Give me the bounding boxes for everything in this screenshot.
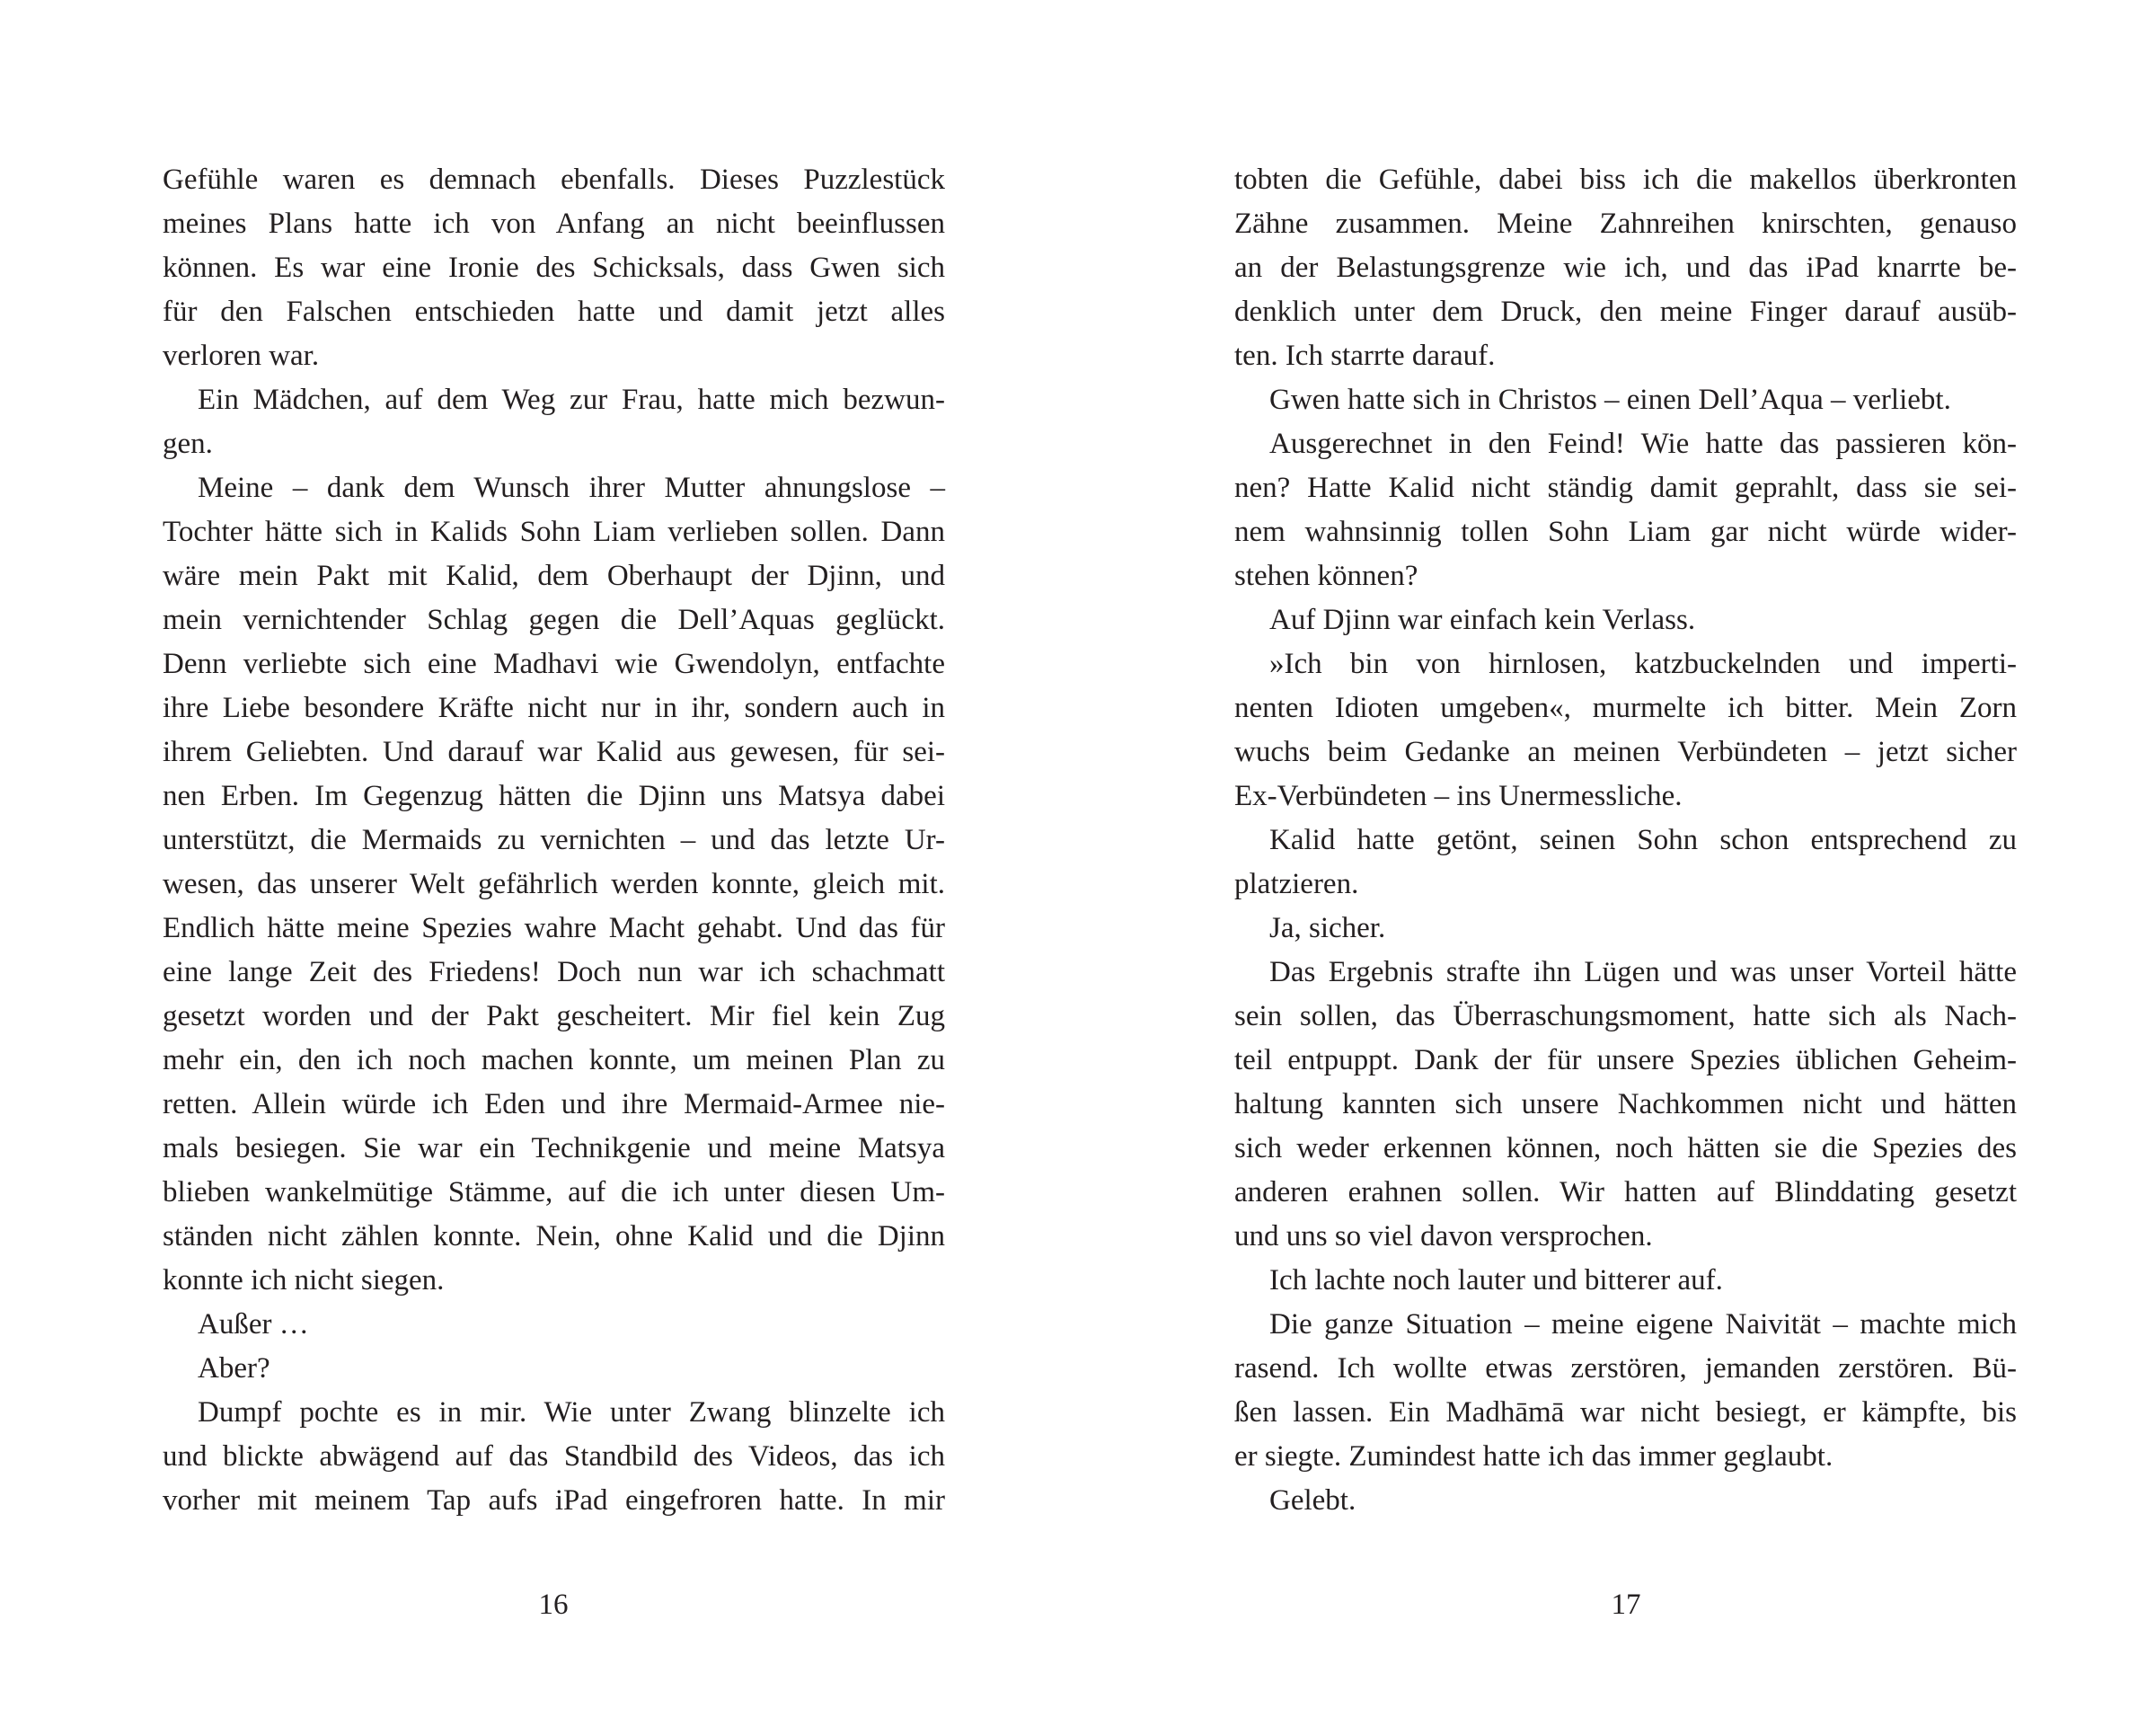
text-line: gen.: [163, 428, 213, 460]
text-line: Meine – dank dem Wunsch ihrer Mutter ahnungslose –: [198, 472, 945, 504]
text-line: ihrem Geliebten. Und darauf war Kalid aus gewesen, für sei-: [163, 736, 945, 768]
text-line: Ex-Verbündeten – ins Unermessliche.: [1234, 780, 1683, 812]
paragraph: [1234, 1303, 2017, 1479]
paragraph: [1234, 907, 2017, 951]
text-line: teil entpuppt. Dank der für unsere Spezies üblichen Geheim-: [1234, 1044, 2017, 1076]
paragraph: [163, 1303, 945, 1347]
text-line: Auf Djinn war einfach kein Verlass.: [1269, 604, 1696, 636]
paragraph: [163, 378, 945, 466]
text-line: und blickte abwägend auf das Standbild des Videos, das ich: [163, 1440, 945, 1473]
text-line: nen Erben. Im Gegenzug hätten die Djinn uns Matsya dabei: [163, 780, 945, 812]
left-page-text: [163, 158, 945, 1523]
text-line: Gelebt.: [1269, 1484, 1356, 1517]
text-line: Dumpf pochte es in mir. Wie unter Zwang blinzelte ich: [198, 1396, 945, 1429]
text-line: nenten Idioten umgeben«, murmelte ich bitter. Mein Zorn: [1234, 692, 2017, 724]
paragraph: [163, 466, 945, 1303]
paragraph: [163, 158, 945, 378]
paragraph: [1234, 378, 2017, 422]
paragraph: [1234, 642, 2017, 819]
text-line: Ausgerechnet in den Feind! Wie hatte das passieren kön-: [1269, 428, 2017, 460]
text-line: er siegte. Zumindest hatte ich das immer geglaubt.: [1234, 1440, 1833, 1473]
text-line: sich weder erkennen können, noch hätten sie die Spezies des: [1234, 1132, 2017, 1164]
text-line: nem wahnsinnig tollen Sohn Liam gar nicht würde wider-: [1234, 516, 2017, 548]
text-line: unterstützt, die Mermaids zu vernichten – und das letzte Ur-: [163, 824, 945, 856]
text-line: eine lange Zeit des Friedens! Doch nun war ich schachmatt: [163, 956, 945, 988]
text-line: Das Ergebnis strafte ihn Lügen und was unser Vorteil hätte: [1269, 956, 2017, 988]
text-line: ihre Liebe besondere Kräfte nicht nur in ihr, sondern auch in: [163, 692, 945, 724]
paragraph: [1234, 422, 2017, 598]
text-line: Ich lachte noch lauter und bitterer auf.: [1269, 1264, 1723, 1297]
text-line: rasend. Ich wollte etwas zerstören, jemanden zerstören. Bü-: [1234, 1352, 2017, 1385]
text-line: nen? Hatte Kalid nicht ständig damit geprahlt, dass sie sei-: [1234, 472, 2017, 504]
paragraph: [163, 1391, 945, 1523]
page-number-left: 16: [538, 1589, 569, 1621]
text-line: »Ich bin von hirnlosen, katzbuckelnden und imperti-: [1269, 648, 2017, 680]
text-line: Aber?: [198, 1352, 270, 1385]
paragraph: [1234, 158, 2017, 378]
text-line: Kalid hatte getönt, seinen Sohn schon entsprechend zu: [1269, 824, 2017, 856]
text-line: verloren war.: [163, 340, 320, 372]
text-line: stehen können?: [1234, 560, 1418, 592]
text-line: ständen nicht zählen konnte. Nein, ohne Kalid und die Djinn: [163, 1220, 945, 1252]
text-line: wäre mein Pakt mit Kalid, dem Oberhaupt der Djinn, und: [163, 560, 945, 592]
text-line: können. Es war eine Ironie des Schicksals, dass Gwen sich: [163, 252, 945, 284]
text-line: wesen, das unserer Welt gefährlich werden konnte, gleich mit.: [163, 868, 945, 900]
text-line: Endlich hätte meine Spezies wahre Macht gehabt. Und das für: [163, 912, 945, 944]
text-line: Die ganze Situation – meine eigene Naivität – machte mich: [1269, 1308, 2017, 1341]
paragraph: [1234, 951, 2017, 1259]
text-line: Außer …: [198, 1308, 309, 1341]
text-line: Ja, sicher.: [1269, 912, 1386, 944]
text-line: gesetzt worden und der Pakt gescheitert. Mir fiel kein Zug: [163, 1000, 945, 1032]
text-line: anderen erahnen sollen. Wir hatten auf Blinddating gesetzt: [1234, 1176, 2017, 1208]
text-line: mals besiegen. Sie war ein Technikgenie und meine Matsya: [163, 1132, 945, 1164]
text-line: blieben wankelmütige Stämme, auf die ich unter diesen Um-: [163, 1176, 945, 1208]
text-line: wuchs beim Gedanke an meinen Verbündeten – jetzt sicher: [1234, 736, 2017, 768]
text-line: ßen lassen. Ein Madhāmā war nicht besiegt, er kämpfte, bis: [1234, 1396, 2017, 1429]
text-line: für den Falschen entschieden hatte und damit jetzt alles: [163, 296, 945, 328]
text-line: Ein Mädchen, auf dem Weg zur Frau, hatte mich bezwun-: [198, 384, 945, 416]
text-line: und uns so viel davon versprochen.: [1234, 1220, 1653, 1252]
page-number-right: 17: [1611, 1589, 1641, 1621]
text-line: mein vernichtender Schlag gegen die Dell’Aquas geglückt.: [163, 604, 945, 636]
text-line: Gefühle waren es demnach ebenfalls. Dieses Puzzlestück: [163, 164, 945, 196]
text-line: platzieren.: [1234, 868, 1359, 900]
paragraph: [1234, 598, 2017, 642]
text-line: meines Plans hatte ich von Anfang an nicht beeinflussen: [163, 208, 945, 240]
text-line: an der Belastungsgrenze wie ich, und das iPad knarrte be-: [1234, 252, 2017, 284]
text-line: konnte ich nicht siegen.: [163, 1264, 445, 1297]
text-line: sein sollen, das Überraschungsmoment, hatte sich als Nach-: [1234, 1000, 2017, 1032]
text-line: retten. Allein würde ich Eden und ihre Mermaid-Armee nie-: [163, 1088, 945, 1120]
right-page-text: [1234, 158, 2017, 1523]
text-line: mehr ein, den ich noch machen konnte, um meinen Plan zu: [163, 1044, 945, 1076]
paragraph: [1234, 819, 2017, 907]
text-line: vorher mit meinem Tap aufs iPad eingefroren hatte. In mir: [163, 1484, 945, 1517]
paragraph: [1234, 1479, 2017, 1523]
text-line: ten. Ich starrte darauf.: [1234, 340, 1496, 372]
paragraph: [1234, 1259, 2017, 1303]
paragraph: [163, 1347, 945, 1391]
text-line: Tochter hätte sich in Kalids Sohn Liam verlieben sollen. Dann: [163, 516, 945, 548]
text-line: tobten die Gefühle, dabei biss ich die makellos überkronten: [1234, 164, 2017, 196]
text-line: Gwen hatte sich in Christos – einen Dell’Aqua – verliebt.: [1269, 384, 1951, 416]
text-line: Zähne zusammen. Meine Zahnreihen knirschten, genauso: [1234, 208, 2017, 240]
text-line: Denn verliebte sich eine Madhavi wie Gwendolyn, entfachte: [163, 648, 945, 680]
text-line: denklich unter dem Druck, den meine Finger darauf ausüb-: [1234, 296, 2017, 328]
text-line: haltung kannten sich unsere Nachkommen nicht und hätten: [1234, 1088, 2017, 1120]
